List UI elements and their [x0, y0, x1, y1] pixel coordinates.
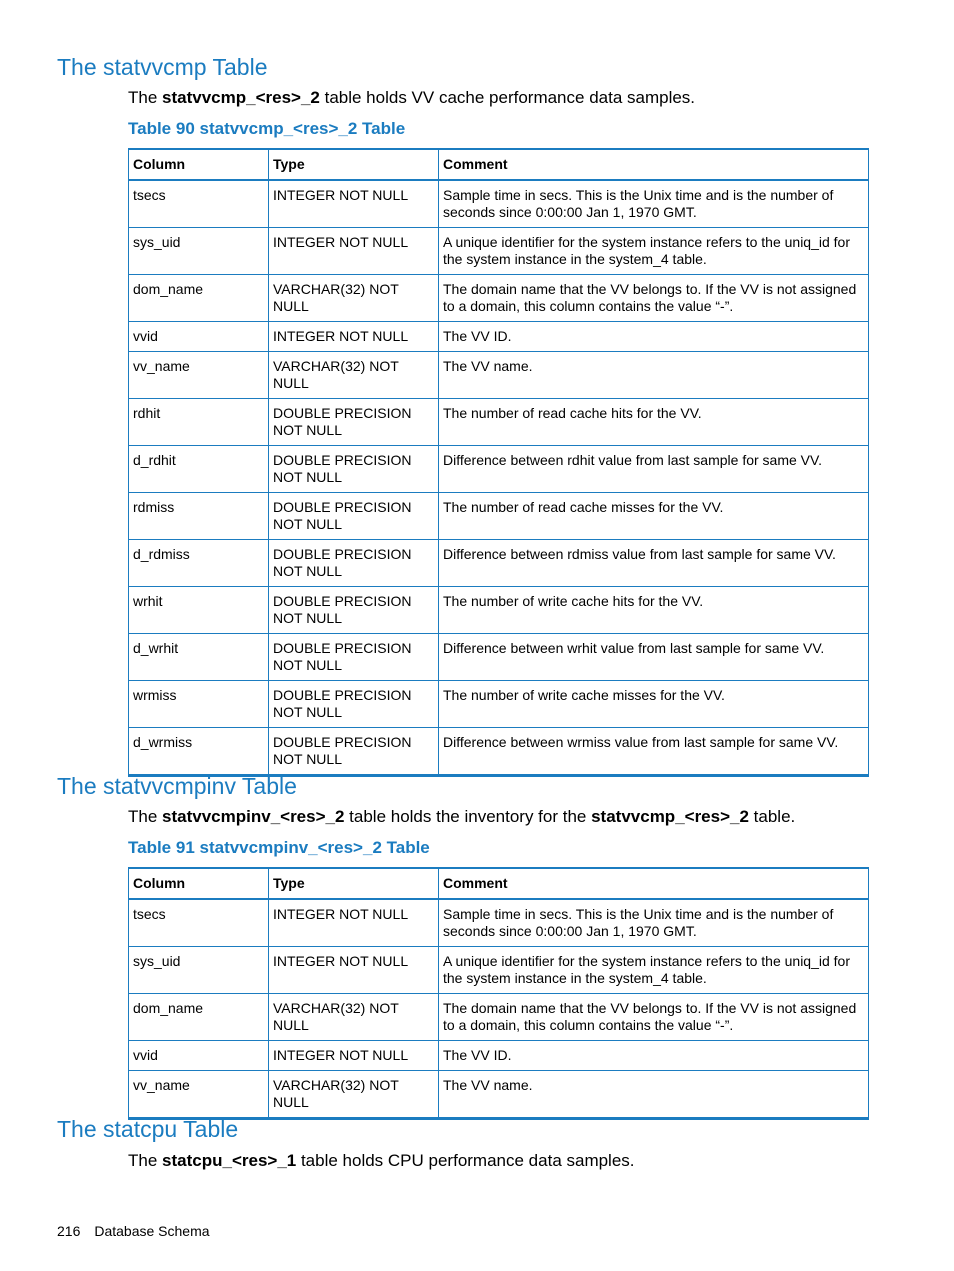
intro-text: The: [128, 807, 163, 826]
table-row: [129, 352, 869, 399]
table-row: [129, 728, 869, 776]
cell-column: d_rdhit: [129, 446, 269, 493]
cell-comment: The number of write cache misses for the VV.: [439, 681, 869, 728]
cell-comment: Sample time in secs. This is the Unix time and is the number of seconds since 0:00:00 Jan 1, 1970 GMT.: [439, 899, 869, 947]
section-heading: The statvvcmpinv Table: [57, 773, 297, 799]
cell-type: INTEGER NOT NULL: [269, 228, 439, 275]
table-row: [129, 228, 869, 275]
type-header: Type: [269, 149, 439, 180]
column-header: Column: [129, 868, 269, 899]
cell-column: d_wrmiss: [129, 728, 269, 776]
cell-comment: The number of write cache hits for the VV.: [439, 587, 869, 634]
cell-column: dom_name: [129, 994, 269, 1041]
cell-type: INTEGER NOT NULL: [269, 899, 439, 947]
cell-type: DOUBLE PRECISION NOT NULL: [269, 728, 439, 776]
table-row: [129, 947, 869, 994]
cell-comment: The number of read cache misses for the VV.: [439, 493, 869, 540]
cell-type: INTEGER NOT NULL: [269, 180, 439, 228]
cell-comment: The VV name.: [439, 1071, 869, 1119]
cell-type: DOUBLE PRECISION NOT NULL: [269, 399, 439, 446]
cell-comment: Sample time in secs. This is the Unix time and is the number of seconds since 0:00:00 Jan 1, 1970 GMT.: [439, 180, 869, 228]
cell-column: d_rdmiss: [129, 540, 269, 587]
cell-comment: Difference between rdmiss value from last sample for same VV.: [439, 540, 869, 587]
page-number: 216: [57, 1223, 81, 1239]
cell-column: rdhit: [129, 399, 269, 446]
table-row: [129, 681, 869, 728]
type-header: Type: [269, 868, 439, 899]
section-intro: [128, 806, 795, 828]
section-heading: The statvvcmp Table: [57, 54, 268, 80]
cell-column: sys_uid: [129, 228, 269, 275]
cell-comment: The VV name.: [439, 352, 869, 399]
cell-type: DOUBLE PRECISION NOT NULL: [269, 446, 439, 493]
table-row: [129, 994, 869, 1041]
intro-table-name: statvvcmp_<res>_2: [591, 807, 749, 826]
cell-comment: The domain name that the VV belongs to. If the VV is not assigned to a domain, this column contains the value “-”.: [439, 994, 869, 1041]
cell-type: DOUBLE PRECISION NOT NULL: [269, 540, 439, 587]
table-row: [129, 634, 869, 681]
cell-column: wrhit: [129, 587, 269, 634]
cell-type: VARCHAR(32) NOT NULL: [269, 352, 439, 399]
table-row: [129, 1071, 869, 1119]
cell-type: DOUBLE PRECISION NOT NULL: [269, 681, 439, 728]
cell-type: VARCHAR(32) NOT NULL: [269, 275, 439, 322]
statvvcmp-table: [128, 148, 869, 777]
section-heading: The statcpu Table: [57, 1116, 239, 1142]
table-row: [129, 275, 869, 322]
table-row: [129, 493, 869, 540]
footer-section-title: Database Schema: [94, 1223, 210, 1239]
cell-type: DOUBLE PRECISION NOT NULL: [269, 493, 439, 540]
cell-type: INTEGER NOT NULL: [269, 322, 439, 352]
statvvcmpinv-table: [128, 867, 869, 1120]
cell-column: tsecs: [129, 899, 269, 947]
table-row: [129, 1041, 869, 1071]
table-header-row: [129, 149, 869, 180]
section-intro: [128, 1150, 635, 1172]
intro-text: The: [128, 88, 163, 107]
table-row: [129, 540, 869, 587]
intro-text: table holds the inventory for the: [344, 807, 592, 826]
intro-text: The: [128, 1151, 163, 1170]
cell-comment: A unique identifier for the system instance refers to the uniq_id for the system instance in the system_4 table.: [439, 228, 869, 275]
cell-comment: The VV ID.: [439, 322, 869, 352]
intro-text: table holds VV cache performance data samples.: [319, 88, 696, 107]
cell-comment: The VV ID.: [439, 1041, 869, 1071]
table-row: [129, 587, 869, 634]
table-row: [129, 399, 869, 446]
table-row: [129, 322, 869, 352]
cell-column: tsecs: [129, 180, 269, 228]
comment-header: Comment: [439, 149, 869, 180]
column-header: Column: [129, 149, 269, 180]
cell-comment: Difference between rdhit value from last sample for same VV.: [439, 446, 869, 493]
cell-type: DOUBLE PRECISION NOT NULL: [269, 634, 439, 681]
cell-type: DOUBLE PRECISION NOT NULL: [269, 587, 439, 634]
table-caption: Table 90 statvvcmp_<res>_2 Table: [128, 119, 406, 138]
cell-type: INTEGER NOT NULL: [269, 947, 439, 994]
intro-table-name: statcpu_<res>_1: [162, 1151, 297, 1170]
intro-table-name: statvvcmpinv_<res>_2: [162, 807, 345, 826]
cell-comment: The domain name that the VV belongs to. If the VV is not assigned to a domain, this column contains the value “-”.: [439, 275, 869, 322]
cell-column: vv_name: [129, 1071, 269, 1119]
cell-column: sys_uid: [129, 947, 269, 994]
cell-column: d_wrhit: [129, 634, 269, 681]
table-caption: Table 91 statvvcmpinv_<res>_2 Table: [128, 838, 430, 857]
cell-comment: A unique identifier for the system instance refers to the uniq_id for the system instance in the system_4 table.: [439, 947, 869, 994]
comment-header: Comment: [439, 868, 869, 899]
cell-comment: The number of read cache hits for the VV.: [439, 399, 869, 446]
cell-column: dom_name: [129, 275, 269, 322]
cell-column: rdmiss: [129, 493, 269, 540]
cell-column: vv_name: [129, 352, 269, 399]
table-row: [129, 180, 869, 228]
intro-table-name: statvvcmp_<res>_2: [162, 88, 320, 107]
table-row: [129, 899, 869, 947]
cell-type: VARCHAR(32) NOT NULL: [269, 994, 439, 1041]
cell-type: INTEGER NOT NULL: [269, 1041, 439, 1071]
cell-column: vvid: [129, 322, 269, 352]
cell-type: VARCHAR(32) NOT NULL: [269, 1071, 439, 1119]
cell-column: vvid: [129, 1041, 269, 1071]
table-row: [129, 446, 869, 493]
table-header-row: [129, 868, 869, 899]
section-intro: [128, 87, 695, 109]
intro-text: table.: [748, 807, 796, 826]
cell-comment: Difference between wrmiss value from last sample for same VV.: [439, 728, 869, 776]
page-footer: [57, 1222, 210, 1240]
cell-column: wrmiss: [129, 681, 269, 728]
intro-text: table holds CPU performance data samples.: [296, 1151, 635, 1170]
cell-comment: Difference between wrhit value from last sample for same VV.: [439, 634, 869, 681]
